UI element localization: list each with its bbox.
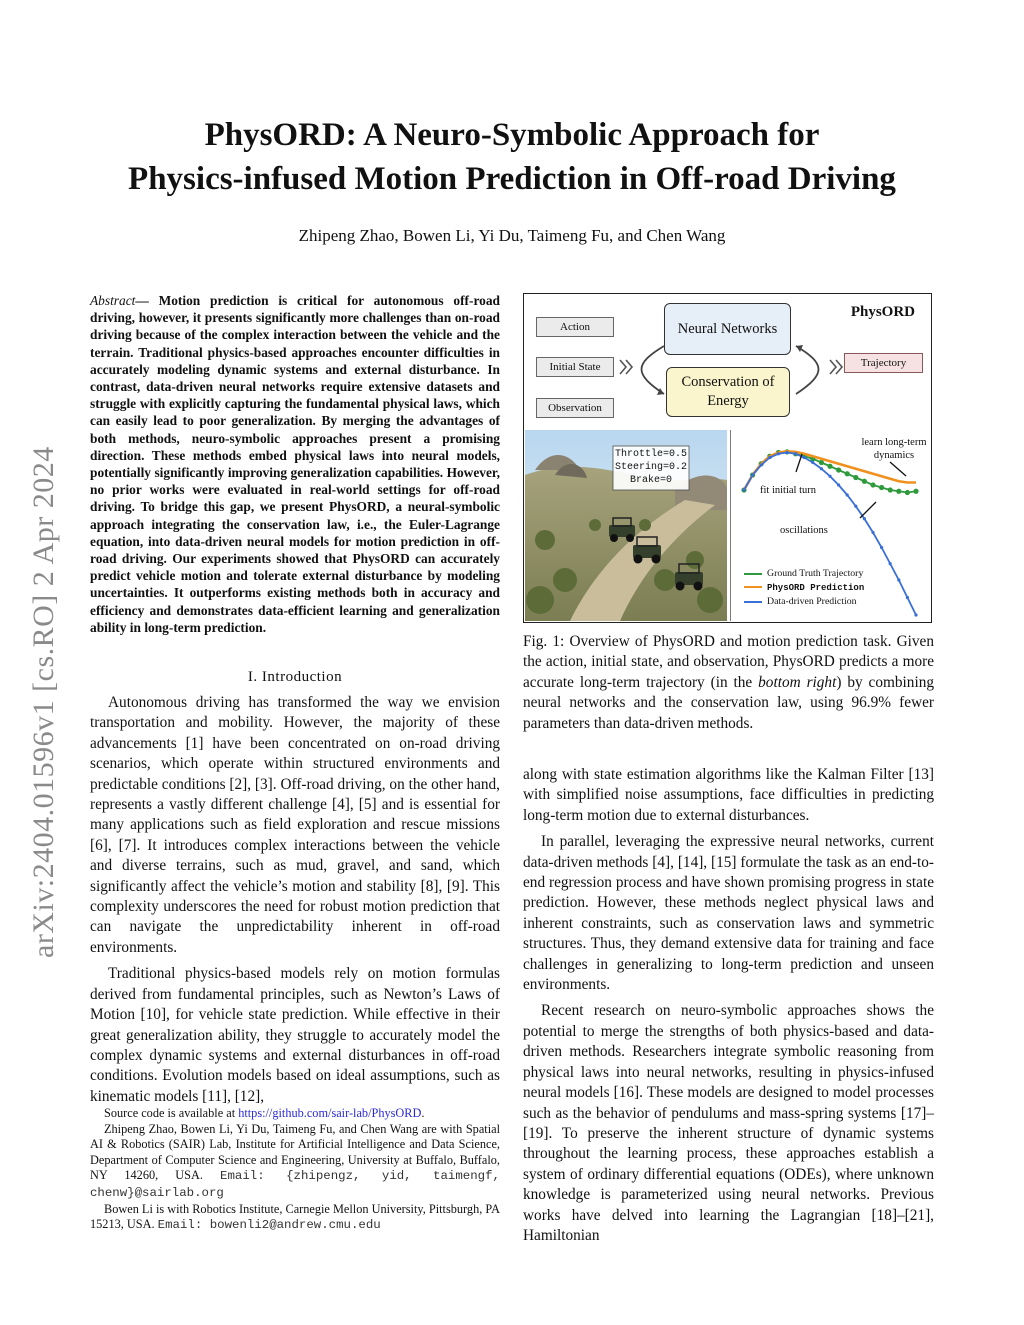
title-line-1: PhysORD: A Neuro-Symbolic Approach for <box>204 117 820 153</box>
caption-emphasis: bottom right <box>758 673 837 691</box>
paragraph: In parallel, leveraging the expressive neural networks, current data-driven methods [4], [14], [15] formulate the task as an end-to-end regression process and have shown promising progress in state prediction. However, these methods neglect physical laws and inherent constraints, such as conservation laws and symmetric structures. Thus, they demand extensive data for training and face challenges in generalizing to long-term prediction and unseen environments. <box>523 833 934 994</box>
data-driven-point <box>914 613 917 616</box>
ground-truth-point <box>836 467 841 472</box>
footnote-affiliation-2 <box>90 1202 500 1234</box>
figure-brand-label: PhysORD <box>850 304 915 320</box>
ground-truth-point <box>888 487 893 492</box>
legend-label: PhysORD Prediction <box>767 582 865 593</box>
legend-label: Data-driven Prediction <box>767 596 857 607</box>
legend-swatch-ground-truth <box>744 573 762 575</box>
data-driven-point <box>906 596 909 599</box>
arxiv-side-stamp: arXiv:2404.01596v1 [cs.RO] 2 Apr 2024 <box>27 446 60 958</box>
right-column-body <box>523 765 934 1246</box>
ground-truth-point <box>905 490 910 495</box>
footnote-source <box>90 1106 500 1122</box>
author-list: Zhipeng Zhao, Bowen Li, Yi Du, Taimeng Fu, and Chen Wang <box>298 226 726 245</box>
ground-truth-point <box>827 464 832 469</box>
data-driven-point <box>811 461 814 464</box>
abstract-label: Abstract <box>90 293 136 308</box>
ground-truth-point <box>896 489 901 494</box>
input-observation: Observation <box>536 398 614 418</box>
paper-title <box>60 113 964 201</box>
ground-truth-point <box>853 475 858 480</box>
annotation-oscillations: oscillations <box>780 525 828 536</box>
data-driven-point <box>871 531 874 534</box>
data-driven-point <box>897 578 900 581</box>
throttle-value: Throttle=0.5 <box>614 449 687 460</box>
caption-text: Fig. 1: Overview of PhysORD and motion prediction task. Given the action, initial state, and observation, PhysORD predicts a more accurate long-term trajectory (in the <box>523 633 934 691</box>
data-driven-point <box>794 452 797 455</box>
legend-label: Ground Truth Trajectory <box>767 568 864 579</box>
data-driven-point <box>828 475 831 478</box>
figure-1 <box>523 293 932 623</box>
data-driven-point <box>820 467 823 470</box>
source-code-link[interactable]: https://github.com/sair-lab/PhysORD <box>238 1106 422 1120</box>
input-action: Action <box>536 317 614 337</box>
annotation-learn-line2: dynamics <box>873 450 915 461</box>
annotation-learn <box>856 436 932 462</box>
legend-entry <box>744 567 864 581</box>
data-driven-point <box>863 517 866 520</box>
paragraph: along with state estimation algorithms like the Kalman Filter [13] with simplified noise assumptions, face difficulties in predicting long-term motion due to external disturbances. <box>523 766 934 824</box>
input-initial-state: Initial State <box>536 357 614 377</box>
ground-truth-point <box>862 479 867 484</box>
email-text: Email: bowenli2@andrew.cmu.edu <box>157 1218 381 1233</box>
chevron-right-icon <box>830 360 836 374</box>
ground-truth-point <box>913 489 918 494</box>
data-driven-point <box>768 456 771 459</box>
neural-networks-box: Neural Networks <box>664 303 791 355</box>
annotation-fit: fit initial turn <box>760 485 816 496</box>
data-driven-point <box>760 463 763 466</box>
footnote-source-text: Source code is available at <box>104 1106 239 1120</box>
abstract-text: — Motion prediction is critical for autonomous off-road driving, however, it presents significantly more challenges than on-road driving because of the complex interaction between the vehicle and the terrain. Traditional physics-based approaches encounter difficulties in accurately modeling dynamic systems and external disturbance. In contrast, data-driven neural networks require extensive datasets and struggle with explicitly capturing the fundamental physical laws, which can easily lead to poor generalization. By merging the advantages of both methods, neuro-symbolic approaches present a promising direction. These methods embed physical laws into neural models, potentially significantly improving generalization capabilities. However, no prior works were evaluated in real-world settings for off-road driving. To bridge this gap, we present PhysORD, a neural-symbolic approach integrating the conservation law, i.e., the Euler-Lagrange equation, into data-driven neural models for motion prediction in off-road driving. Our experiments showed that PhysORD can accurately predict vehicle motion and tolerate external disturbance by modeling uncertainties. It outperforms existing methods both in accuracy and efficiency and demonstrates data-efficient learning and generalization ability in long-term prediction. <box>90 293 500 635</box>
footnotes <box>90 1106 500 1234</box>
conservation-line-1: Conservation of <box>681 374 775 390</box>
paragraph: Traditional physics-based models rely on motion formulas derived from fundamental principles, such as Newton’s Laws of Motion [10], for vehicle state prediction. While effective in their great generalization ability, they struggle to accurately model the complex dynamic systems and external disturbances in off-road conditions. Evolution models based on ideal assumptions, such as kinematic models [11], [12], <box>90 965 500 1105</box>
data-driven-point <box>837 483 840 486</box>
data-driven-point <box>854 505 857 508</box>
footnote-affiliation-1 <box>90 1122 500 1202</box>
ground-truth-point <box>819 460 824 465</box>
steering-value: Steering=0.2 <box>614 462 687 473</box>
abstract <box>90 292 500 636</box>
paragraph: Autonomous driving has transformed the way we envision transportation and mobility. However, the majority of these advancements [1] have been concentrated on on-road driving scenarios, which operate within structured environments and predictable conditions [2], [3]. Off-road driving, on the other hand, represents a vastly different challenge [4], [5] and is essential for many applications such as field exploration and rescue missions [6], [7]. It introduces complex interactions between the vehicle and diverse terrains, such as mud, gravel, and sand, which significantly affect the vehicle’s motion and stability [8], [9]. This complexity underscores the need for robust motion prediction that can navigate the unpredictability inherent in off-road environments. <box>90 694 500 956</box>
paragraph: Recent research on neuro-symbolic approaches shows the potential to merge the strengths of both physics-based and data-driven methods. Researchers integrate symbolic reasoning from physical laws into neural networks, resulting in physics-infused neural models [16]. These models are designed to model processes such as the behavior of pendulums and mass-spring systems [17]–[19]. To preserve the inherent structure of dynamic systems throughout the learning process, these approaches establish a system of ordinary differential equations (ODEs), where unknown knowledge is parameterized using neural networks. Previous works have delved into learning the Lagrangian [18]–[21], Hamiltonian <box>523 1002 934 1244</box>
data-driven-point <box>785 451 788 454</box>
control-readout <box>613 448 689 487</box>
arrowhead-icon <box>796 345 803 352</box>
data-driven-point <box>777 452 780 455</box>
conservation-line-2: Energy <box>707 393 749 409</box>
annotation-learn-line1: learn long-term <box>861 437 927 448</box>
legend-swatch-physord <box>744 586 762 588</box>
data-driven-point <box>846 493 849 496</box>
legend-entry <box>744 581 864 596</box>
email-text: Email: {zhipengz, yid, taimengf, chenw}@sairlab.org <box>90 1169 500 1200</box>
section-heading-introduction: I. Introduction <box>247 669 343 685</box>
data-driven-point <box>751 473 754 476</box>
data-driven-point <box>742 488 745 491</box>
plot-legend <box>744 567 864 609</box>
loop-arrow-right <box>796 346 819 394</box>
chevron-right-icon <box>620 360 626 374</box>
legend-swatch-data-driven <box>744 601 762 603</box>
title-line-2: Physics-infused Motion Prediction in Off-road Driving <box>128 161 896 197</box>
footnote-period: . <box>421 1106 425 1120</box>
ground-truth-point <box>870 482 875 487</box>
data-driven-point <box>889 562 892 565</box>
data-driven-point <box>880 546 883 549</box>
output-trajectory: Trajectory <box>844 353 923 373</box>
legend-entry <box>744 595 864 609</box>
loop-arrow-left <box>642 346 665 394</box>
ground-truth-point <box>879 485 884 490</box>
ground-truth-point <box>845 471 850 476</box>
caption-text: ) by combining neural networks and the conservation law, using 96.9% fewer parameters than data-driven methods. <box>523 673 934 732</box>
brake-value: Brake=0 <box>629 475 672 486</box>
data-driven-point <box>803 456 806 459</box>
figure-1-caption <box>523 632 934 734</box>
affiliation-text: Zhipeng Zhao, Bowen Li, Yi Du, Taimeng Fu, and Chen Wang are with Spatial AI & Robotics (SAIR) Lab, Institute for Artificial Intelligence and Data Science, Department of Computer Science and Engineering, University at Buffalo, Buffalo, NY 14260, USA. <box>90 1121 500 1183</box>
left-column-body <box>90 693 500 1107</box>
conservation-of-energy-box <box>666 367 790 417</box>
affiliation-text: Bowen Li is with Robotics Institute, Carnegie Mellon University, Pittsburgh, PA 15213, USA. <box>90 1201 500 1232</box>
